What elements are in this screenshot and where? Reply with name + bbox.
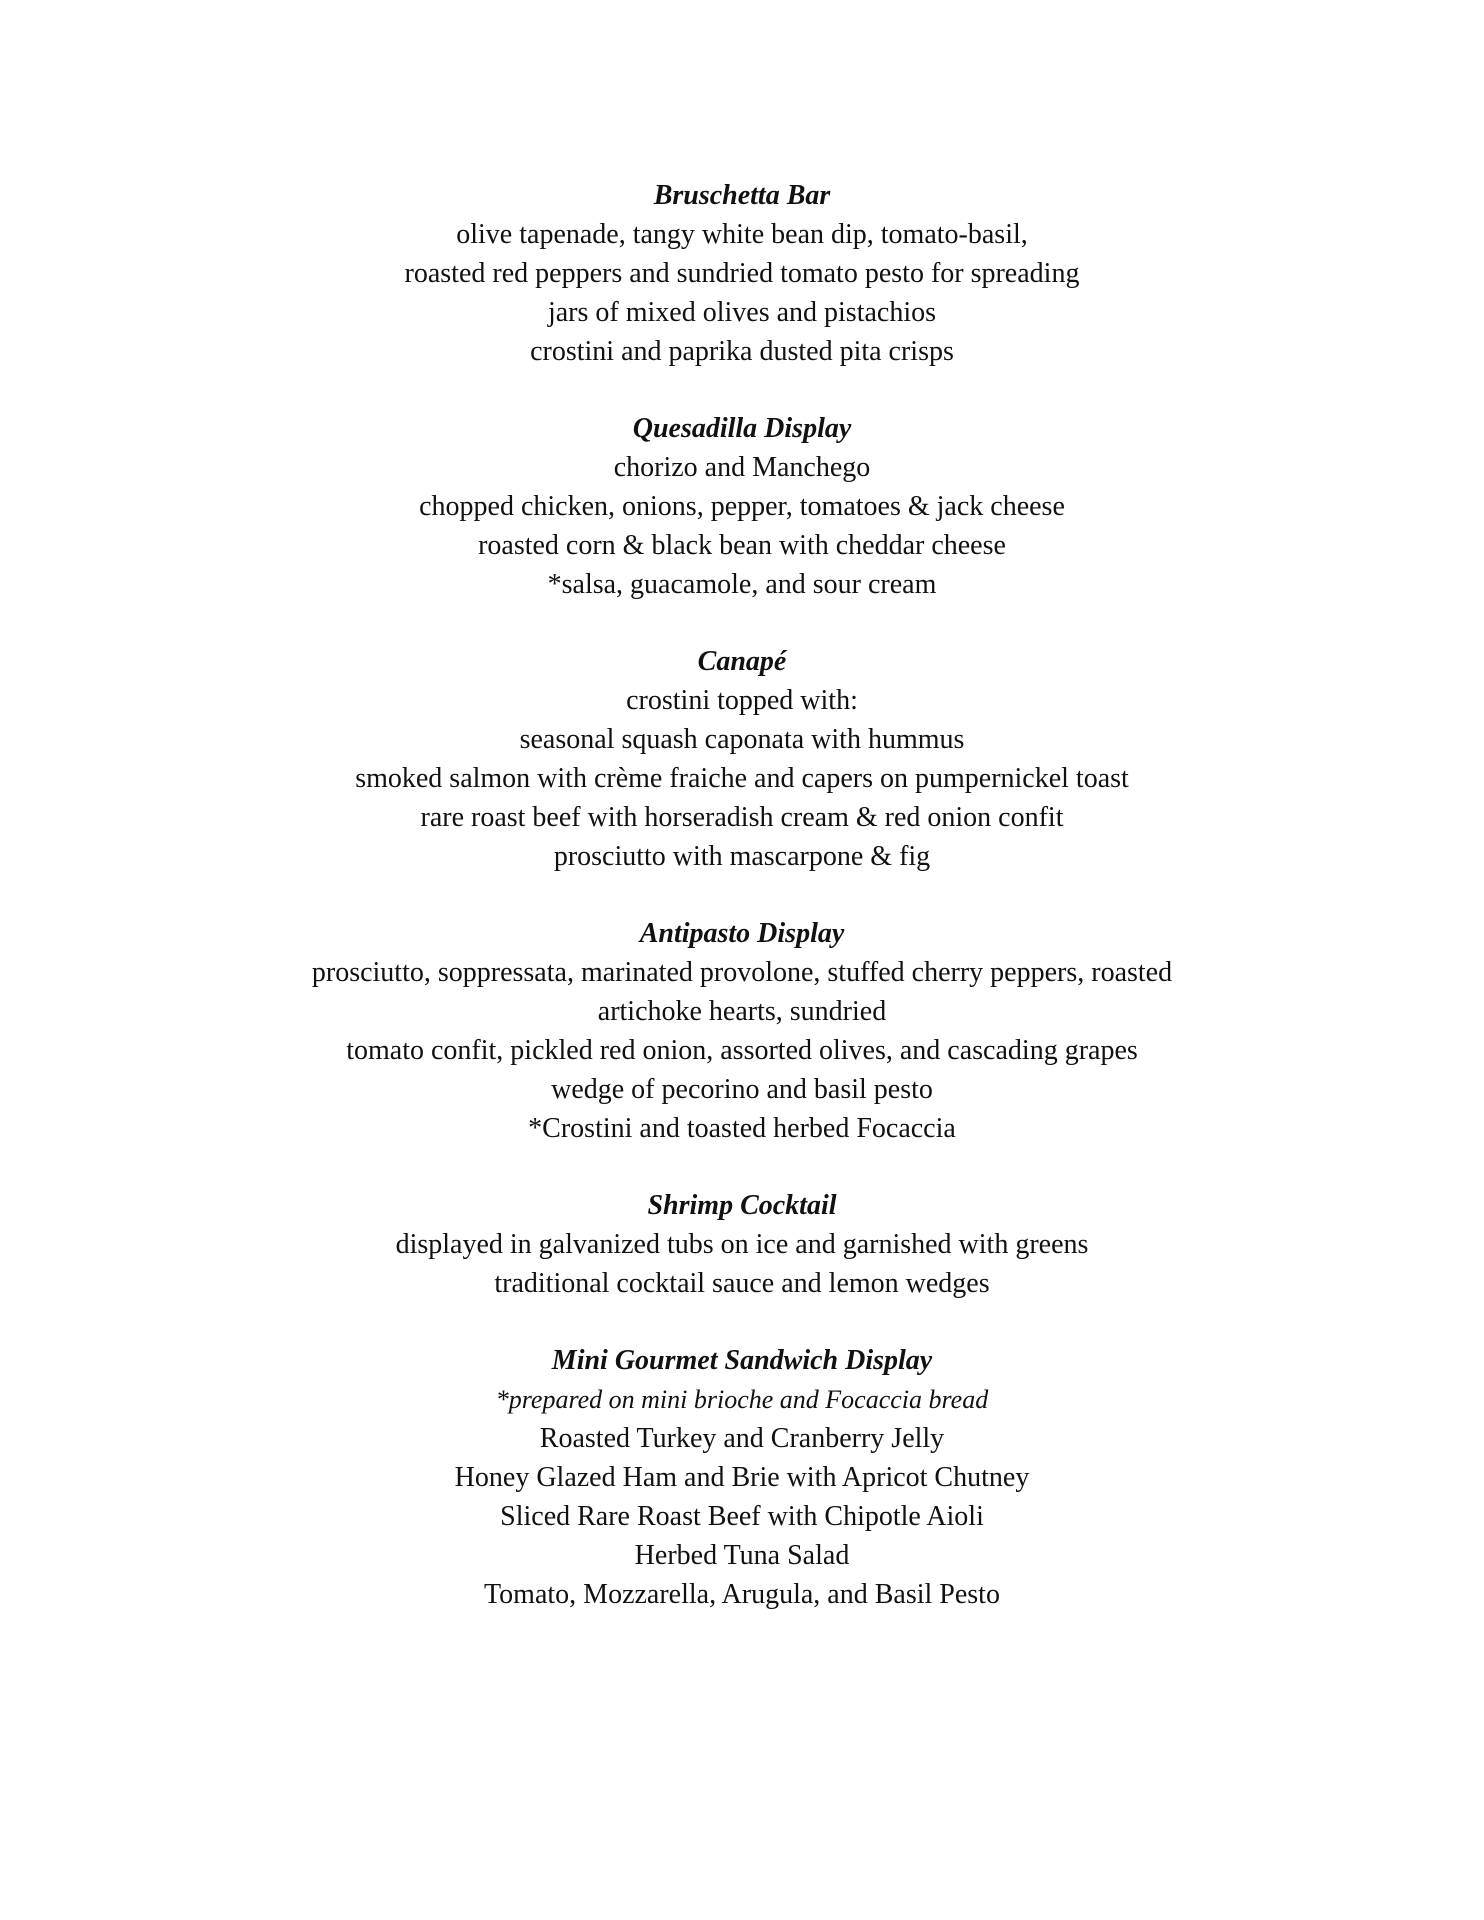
menu-section-antipasto-display	[0, 914, 1484, 1148]
menu-section-canape	[0, 642, 1484, 876]
menu-line: tomato confit, pickled red onion, assorted olives, and cascading grapes	[346, 1035, 1138, 1066]
menu-line: prosciutto with mascarpone & fig	[553, 841, 931, 872]
menu-line: jars of mixed olives and pistachios	[547, 297, 937, 328]
menu-line: Herbed Tuna Salad	[634, 1540, 850, 1571]
menu-line: crostini topped with:	[626, 685, 858, 716]
menu-line: prosciutto, soppressata, marinated provolone, stuffed cherry peppers, roasted	[311, 957, 1173, 988]
menu-line: *salsa, guacamole, and sour cream	[547, 569, 937, 600]
section-title: Antipasto Display	[639, 918, 845, 949]
menu-section-quesadilla-display	[0, 409, 1484, 604]
section-title: Shrimp Cocktail	[647, 1190, 837, 1221]
menu-line: chopped chicken, onions, pepper, tomatoes & jack cheese	[419, 491, 1065, 522]
menu-line: seasonal squash caponata with hummus	[519, 724, 965, 755]
menu-section-shrimp-cocktail	[0, 1186, 1484, 1303]
menu-line: roasted corn & black bean with cheddar cheese	[478, 530, 1006, 561]
menu-line: Tomato, Mozzarella, Arugula, and Basil Pesto	[484, 1579, 1000, 1610]
menu-line: *Crostini and toasted herbed Focaccia	[528, 1113, 956, 1144]
section-note: *prepared on mini brioche and Focaccia bread	[495, 1385, 989, 1414]
menu-line: chorizo and Manchego	[613, 452, 871, 483]
menu-line: artichoke hearts, sundried	[597, 996, 887, 1027]
menu-section-mini-gourmet-sandwich-display	[0, 1341, 1484, 1614]
menu-line: rare roast beef with horseradish cream & red onion confit	[420, 802, 1064, 833]
menu-page	[0, 176, 1484, 1652]
menu-line: smoked salmon with crème fraiche and capers on pumpernickel toast	[355, 763, 1129, 794]
menu-line: Sliced Rare Roast Beef with Chipotle Aioli	[500, 1501, 984, 1532]
menu-line: traditional cocktail sauce and lemon wedges	[494, 1268, 990, 1299]
menu-line: roasted red peppers and sundried tomato pesto for spreading	[404, 258, 1080, 289]
section-title: Canapé	[697, 646, 787, 677]
menu-line: Honey Glazed Ham and Brie with Apricot Chutney	[454, 1462, 1030, 1493]
section-title: Quesadilla Display	[632, 413, 852, 444]
section-title: Bruschetta Bar	[653, 180, 831, 211]
menu-line: Roasted Turkey and Cranberry Jelly	[539, 1423, 945, 1454]
section-title: Mini Gourmet Sandwich Display	[551, 1345, 933, 1376]
menu-line: wedge of pecorino and basil pesto	[551, 1074, 933, 1105]
menu-line: displayed in galvanized tubs on ice and garnished with greens	[395, 1229, 1089, 1260]
menu-section-bruschetta-bar	[0, 176, 1484, 371]
menu-line: crostini and paprika dusted pita crisps	[530, 336, 954, 367]
menu-line: olive tapenade, tangy white bean dip, tomato-basil,	[456, 219, 1028, 250]
